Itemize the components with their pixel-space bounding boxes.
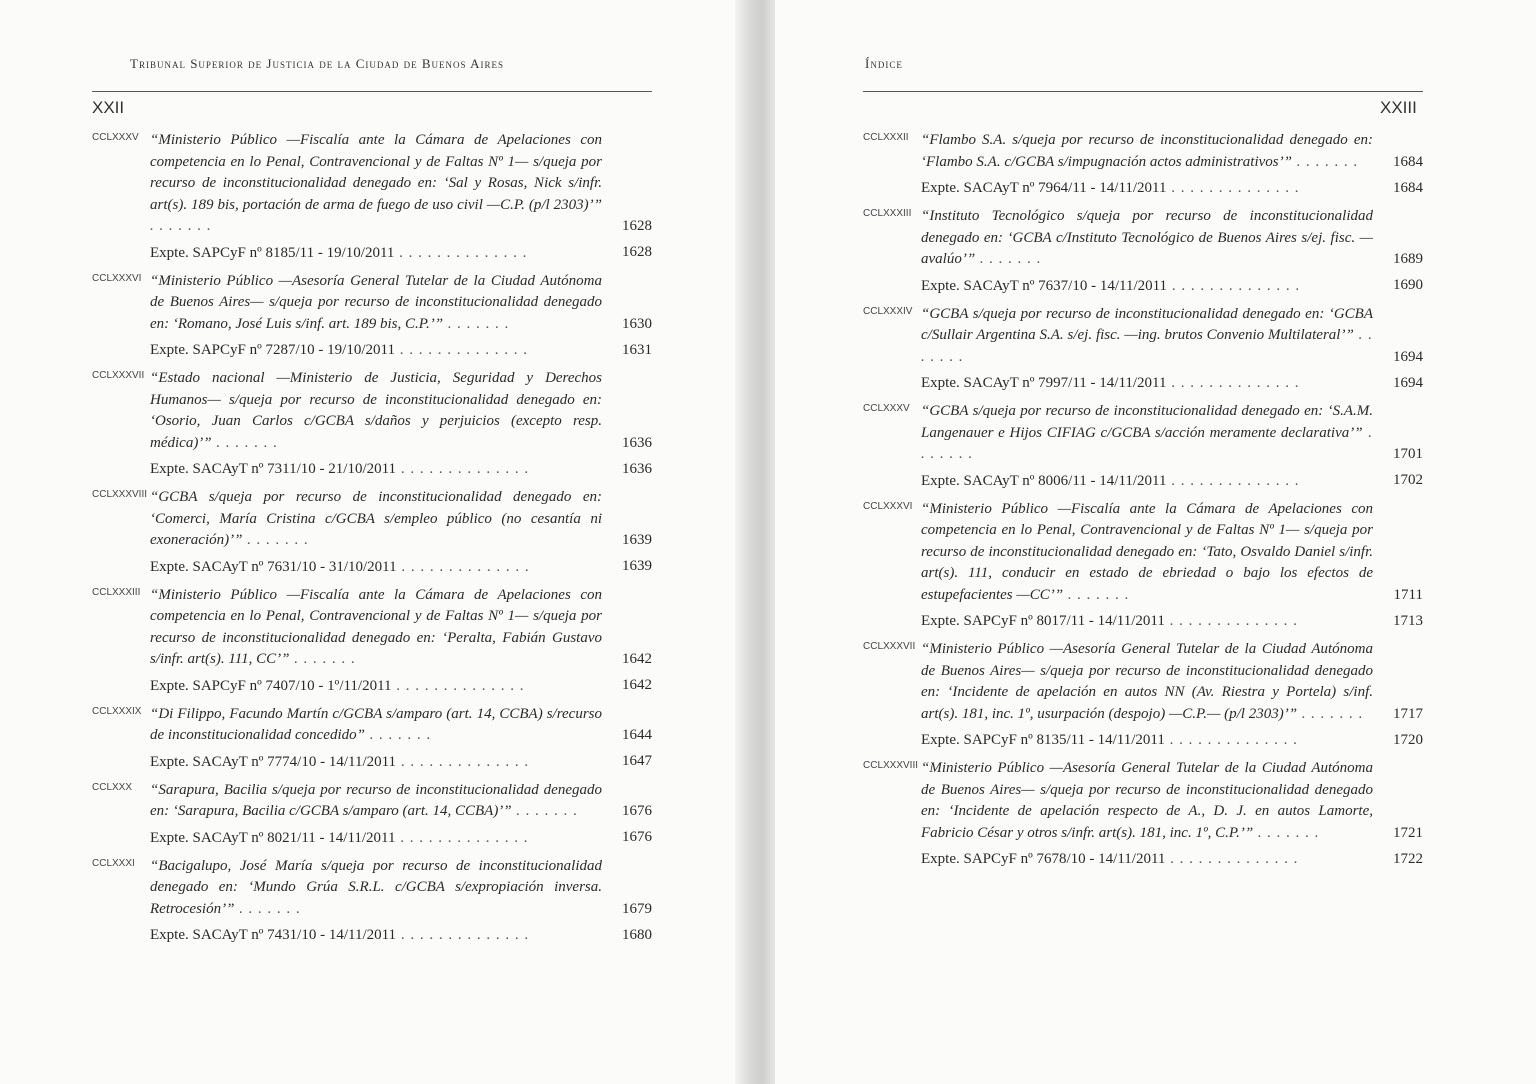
entry-expte: Expte. SACAyT nº 7631/10 - 31/10/2011 — [150, 558, 397, 575]
left-page — [0, 0, 745, 1084]
entry-expte: Expte. SACAyT nº 7997/11 - 14/11/2011 — [921, 375, 1167, 391]
entry-title: “Flambo S.A. s/queja por recurso de inconstitucionalidad denegado en: ‘Flambo S.A. c/GCBA s/impugnación actos administrativos’” — [921, 132, 1373, 170]
entry-title-line — [150, 704, 652, 747]
entry-page-number: 1630 — [622, 315, 652, 332]
leader-dots: . . . . . . . — [211, 434, 279, 451]
entry-numeral: CCLXXXVIII — [863, 760, 919, 771]
entry-title-line — [150, 585, 652, 671]
index-entries — [863, 130, 1423, 877]
entry-expte-line — [150, 924, 652, 946]
entry-page-number: 1694 — [1393, 348, 1423, 365]
entry-page-number: 1717 — [1393, 705, 1423, 722]
entry-numeral: CCLXXXIX — [92, 705, 142, 717]
leader-dots: . . . . . . . . . . . . . . — [396, 461, 530, 477]
entry-page-number: 1676 — [622, 803, 652, 819]
leader-dots: . . . . . . . . . . . . . . — [396, 558, 530, 575]
entry-numeral: CCLXXXVII — [863, 641, 916, 652]
running-head: Índice — [865, 56, 903, 71]
entry-title: “Ministerio Público —Fiscalía ante la Cámara de Apelaciones con competencia en lo Penal, Contravencional y de Faltas Nº 1— s/queja por recurso de inconstitucionalidad denegado en: ‘Peralta, Fabián Gustavo s/infr. art(s). 111, CC’” — [150, 586, 602, 667]
entry-expte: Expte. SAPCyF nº 8135/11 - 14/11/2011 — [921, 732, 1165, 748]
index-entry — [92, 704, 652, 773]
expte-page-number: 1676 — [622, 829, 652, 845]
entry-page-number: 1644 — [622, 727, 652, 743]
entry-expte: Expte. SAPCyF nº 7287/10 - 19/10/2011 — [150, 342, 395, 358]
leader-dots: . . . . . . . — [1297, 705, 1364, 722]
entry-title: “Ministerio Público —Fiscalía ante la Cámara de Apelaciones con competencia en lo Penal, Contravencional y de Faltas Nº 1— s/queja por recurso de inconstitucionalidad denegado en: ‘Tato, Osvaldo Daniel s/infr. art(s). 111, conducir en estado de ebriedad o bajo los efectos de estupefacientes —CC’” — [921, 500, 1373, 603]
header-rule — [863, 91, 1423, 92]
entry-page-number: 1636 — [622, 434, 652, 451]
leader-dots: . . . . . . . . . . . . . . — [396, 927, 530, 943]
entry-expte: Expte. SACAyT nº 8006/11 - 14/11/2011 — [921, 472, 1167, 489]
leader-dots: . . . . . . . — [443, 315, 510, 332]
index-entry — [863, 130, 1423, 199]
index-entry — [92, 271, 652, 362]
entry-title: “Sarapura, Bacilia s/queja por recurso de inconstitucionalidad denegado en: ‘Sarapura, Bacilia c/GCBA s/amparo (art. 14, CCBA)’” — [150, 781, 602, 819]
entry-expte: Expte. SACAyT nº 7774/10 - 14/11/2011 — [150, 753, 397, 770]
entry-expte-line — [921, 848, 1423, 870]
leader-dots: . . . . . . . . . . . . . . — [391, 677, 525, 694]
leader-dots: . . . . . . . — [289, 651, 356, 667]
entry-expte-line — [150, 751, 652, 773]
entry-title-line — [150, 780, 652, 823]
expte-page-number: 1647 — [622, 753, 652, 769]
entry-expte-line — [150, 556, 652, 578]
leader-dots: . . . . . . . — [150, 218, 212, 234]
entry-expte: Expte. SACAyT nº 7431/10 - 14/11/2011 — [150, 927, 397, 943]
expte-page-number: 1631 — [622, 341, 652, 358]
entry-expte: Expte. SAPCyF nº 8185/11 - 19/10/2011 — [150, 244, 395, 261]
entry-numeral: CCLXXXVII — [92, 370, 145, 381]
index-entry — [92, 487, 652, 578]
entry-expte-line — [150, 458, 652, 480]
entry-numeral: CCLXXXVI — [92, 272, 142, 284]
entry-title: “GCBA s/queja por recurso de inconstitucionalidad denegado en: ‘GCBA c/Sullair Argentina S.A. s/ej. fisc. —ing. brutos Convenio Multilateral’” — [921, 305, 1373, 343]
entry-expte-line — [921, 275, 1423, 297]
leader-dots: . . . . . . . . . . . . . . — [1165, 851, 1299, 867]
entry-page-number: 1684 — [1393, 153, 1423, 170]
entry-numeral: CCLXXXI — [92, 857, 135, 869]
index-entry — [92, 780, 652, 849]
entry-title-line — [921, 758, 1423, 844]
leader-dots: . . . . . . . — [242, 532, 309, 548]
entry-title: “GCBA s/queja por recurso de inconstitucionalidad denegado en: ‘Comerci, María Cristina c/GCBA s/empleo público (no cesantía ni exoneración)’” — [150, 489, 602, 548]
expte-page-number: 1642 — [622, 677, 652, 693]
index-entry — [863, 206, 1423, 297]
entry-expte-line — [921, 470, 1423, 492]
entry-expte-line — [921, 177, 1423, 199]
entry-expte: Expte. SAPCyF nº 7407/10 - 1º/11/2011 — [150, 677, 392, 694]
leader-dots: . . . . . . . . . . . . . . — [1166, 375, 1300, 391]
leader-dots: . . . . . . . — [1253, 824, 1320, 841]
entry-page-number: 1689 — [1393, 251, 1423, 267]
entry-page-number: 1679 — [622, 900, 652, 917]
leader-dots: . . . . . . . — [511, 803, 579, 819]
entry-expte-line — [921, 729, 1423, 751]
page-folio: XXII — [92, 98, 125, 117]
entry-title: “GCBA s/queja por recurso de inconstitucionalidad denegado en: ‘S.A.M. Langenauer e Hijos CIFIAG c/GCBA s/acción meramente declarativa’” — [921, 403, 1373, 441]
entry-title: “Ministerio Público —Asesoría General Tutelar de la Ciudad Autónoma de Buenos Aires— s/queja por recurso de inconstitucionalidad denegado en: ‘Incidente de apelación en autos NN (Av. Riestra y Portela) s/inf. art(s). 181, inc. 1º, usurpación (despojo) —C.P.— (p/l 2303)’” — [921, 641, 1373, 722]
entry-expte: Expte. SACAyT nº 8021/11 - 14/11/2011 — [150, 829, 396, 846]
expte-page-number: 1684 — [1393, 179, 1423, 196]
entry-expte-line — [150, 242, 652, 264]
running-head: Tribunal Superior de Justicia de la Ciudad de Buenos Aires — [130, 56, 504, 71]
index-entry — [863, 758, 1423, 870]
expte-page-number: 1720 — [1393, 731, 1423, 748]
entry-numeral: CCLXXXII — [863, 132, 909, 143]
entry-title: “Bacigalupo, José María s/queja por recurso de inconstitucionalidad denegado en: ‘Mundo Grúa S.R.L. c/GCBA s/expropiación inversa. Retrocesión’” — [150, 857, 602, 917]
leader-dots: . . . . . . . . . . . . . . — [1166, 472, 1300, 489]
entry-title-line — [150, 368, 652, 454]
leader-dots: . . . . . . . . . . . . . . — [395, 829, 529, 846]
entry-title-line — [921, 130, 1423, 173]
entry-numeral: CCLXXXIII — [863, 208, 912, 219]
leader-dots: . . . . . . . . . . . . . . — [396, 753, 530, 770]
index-entry — [92, 368, 652, 480]
index-entry — [863, 304, 1423, 395]
expte-page-number: 1680 — [622, 926, 652, 943]
entry-title-line — [921, 639, 1423, 725]
index-entry — [863, 401, 1423, 492]
index-entry — [863, 499, 1423, 633]
entry-page-number: 1711 — [1393, 586, 1423, 603]
expte-page-number: 1636 — [622, 460, 652, 477]
entry-title-line — [921, 304, 1423, 369]
leader-dots: . . . . . . . . . . . . . . — [1167, 277, 1301, 294]
entry-expte-line — [150, 827, 652, 849]
entry-numeral: CCLXXX — [92, 781, 133, 793]
entry-title-line — [150, 856, 652, 921]
entry-expte: Expte. SAPCyF nº 7678/10 - 14/11/2011 — [921, 851, 1166, 867]
entry-page-number: 1721 — [1393, 824, 1423, 841]
entry-expte-line — [921, 610, 1423, 632]
index-entries — [92, 130, 652, 953]
entry-expte-line — [150, 675, 652, 697]
entry-numeral: CCLXXXVIII — [92, 489, 148, 500]
entry-page-number: 1628 — [622, 218, 652, 234]
entry-title: “Instituto Tecnológico s/queja por recurso de inconstitucionalidad denegado en: ‘GCBA c/Instituto Tecnológico de Buenos Aires s/ej. fisc. —avalúo’” — [921, 208, 1373, 267]
entry-title-line — [921, 206, 1423, 271]
leader-dots: . . . . . . . . . . . . . . — [1164, 613, 1298, 629]
leader-dots: . . . . . . . — [1063, 586, 1130, 603]
leader-dots: . . . . . . . — [364, 727, 432, 743]
entry-numeral: CCLXXXVI — [863, 500, 913, 512]
leader-dots: . . . . . . . — [1291, 153, 1359, 170]
expte-page-number: 1628 — [622, 244, 652, 260]
expte-page-number: 1690 — [1393, 277, 1423, 293]
entry-title: “Ministerio Público —Fiscalía ante la Cámara de Apelaciones con competencia en lo Penal, Contravencional y de Faltas Nº 1— s/queja por recurso de inconstitucionalidad denegado en: ‘Sal y Rosas, Nick s/infr. art(s). 189 bis, portación de arma de fuego de uso civil —C.P. (p/l 2303)’” — [150, 132, 602, 213]
expte-page-number: 1722 — [1393, 850, 1423, 867]
entry-expte: Expte. SACAyT nº 7311/10 - 21/10/2011 — [150, 461, 397, 477]
entry-numeral: CCLXXXV — [92, 132, 139, 143]
entry-page-number: 1642 — [622, 651, 652, 667]
header-rule — [92, 91, 652, 92]
entry-page-number: 1639 — [622, 532, 652, 548]
entry-expte: Expte. SACAyT nº 7637/10 - 14/11/2011 — [921, 277, 1168, 294]
entry-title-line — [921, 401, 1423, 466]
index-entry — [92, 130, 652, 264]
entry-title-line — [150, 271, 652, 336]
leader-dots: . . . . . . . . . . . . . . — [1164, 732, 1298, 748]
expte-page-number: 1702 — [1393, 472, 1423, 488]
entry-numeral: CCLXXXV — [863, 403, 910, 414]
entry-title: “Ministerio Público —Asesoría General Tutelar de la Ciudad Autónoma de Buenos Aires— s/queja por recurso de inconstitucionalidad denegado en: ‘Romano, José Luis s/inf. art. 189 bis, C.P.’” — [150, 272, 602, 332]
entry-title: “Di Filippo, Facundo Martín c/GCBA s/amparo (art. 14, CCBA) s/recurso de inconstitucionalidad concedido” — [150, 705, 602, 743]
entry-title-line — [150, 130, 652, 238]
entry-title-line — [921, 499, 1423, 607]
index-entry — [863, 639, 1423, 751]
entry-expte: Expte. SAPCyF nº 8017/11 - 14/11/2011 — [921, 613, 1165, 629]
page-folio: XXIII — [1380, 98, 1417, 117]
expte-page-number: 1694 — [1393, 374, 1423, 391]
leader-dots: . . . . . . . . . . . . . . — [394, 342, 528, 358]
entry-numeral: CCLXXXIV — [863, 305, 913, 317]
right-page — [775, 0, 1536, 1084]
index-entry — [92, 585, 652, 697]
leader-dots: . . . . . . . — [234, 900, 301, 917]
entry-expte: Expte. SACAyT nº 7964/11 - 14/11/2011 — [921, 180, 1167, 196]
leader-dots: . . . . . . . — [975, 251, 1042, 267]
entry-page-number: 1701 — [1393, 446, 1423, 462]
entry-expte-line — [150, 339, 652, 361]
leader-dots: . . . . . . . — [921, 424, 1374, 462]
entry-numeral: CCLXXXIII — [92, 586, 141, 598]
leader-dots: . . . . . . . — [921, 327, 1373, 365]
expte-page-number: 1639 — [622, 558, 652, 574]
entry-expte-line — [921, 372, 1423, 394]
entry-title-line — [150, 487, 652, 552]
leader-dots: . . . . . . . . . . . . . . — [394, 244, 528, 261]
entry-title: “Estado nacional —Ministerio de Justicia, Seguridad y Derechos Humanos— s/queja por recurso de inconstitucionalidad denegado en: ‘Osorio, Juan Carlos c/GCBA s/daños y perjuicios (excepto resp. médica)’” — [150, 370, 602, 451]
expte-page-number: 1713 — [1393, 612, 1423, 629]
leader-dots: . . . . . . . . . . . . . . — [1166, 180, 1300, 196]
entry-title: “Ministerio Público —Asesoría General Tutelar de la Ciudad Autónoma de Buenos Aires— s/queja por recurso de inconstitucionalidad denegado en: ‘Incidente de apelación respecto de A., D. J. en autos Lamorte, Fabricio César y otros s/infr. art(s). 181, inc. 1º, C.P.’” — [921, 760, 1373, 841]
index-entry — [92, 856, 652, 947]
